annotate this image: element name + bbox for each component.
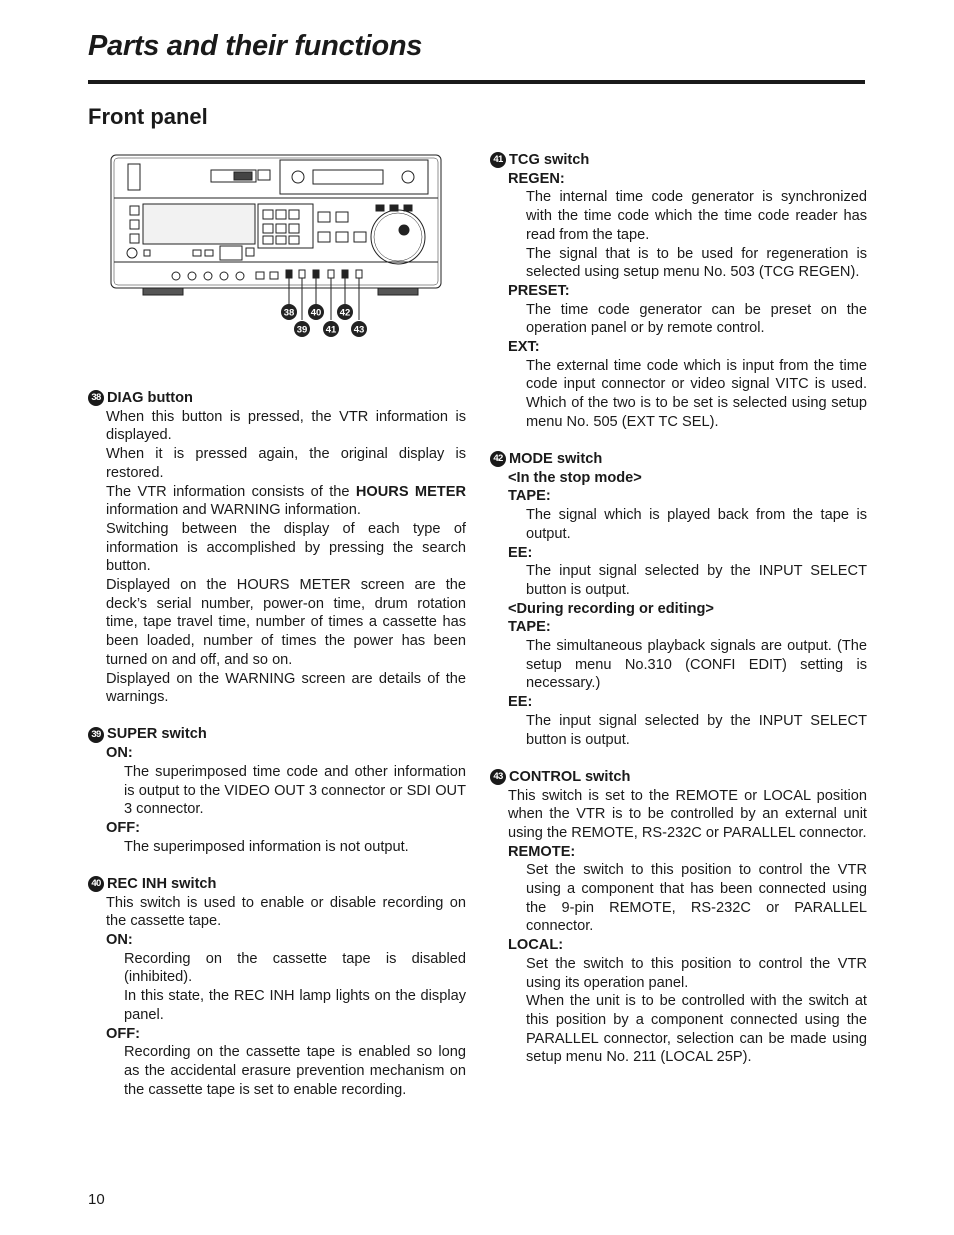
item-heading	[88, 875, 466, 894]
option-label: TAPE:	[508, 488, 551, 505]
callout-41-label: 41	[325, 324, 337, 336]
item-number-badge: 42	[490, 451, 506, 467]
item-mode-switch	[490, 450, 867, 749]
item-control-switch	[490, 768, 867, 1067]
paragraph	[106, 483, 466, 520]
paragraph: When this button is pressed, the VTR information is displayed.	[106, 408, 466, 444]
item-super-switch	[88, 725, 466, 856]
text-span: information and WARNING information.	[106, 502, 361, 519]
item-number-badge: 43	[490, 769, 506, 785]
item-tcg-switch	[490, 151, 867, 432]
option-label: ON:	[106, 745, 133, 762]
left-column	[88, 389, 466, 1118]
item-number-badge: 40	[88, 876, 104, 892]
option-label: ON:	[106, 931, 133, 948]
option-label: REMOTE:	[508, 843, 576, 860]
paragraph: When it is pressed again, the original display is restored.	[106, 446, 466, 481]
item-title: SUPER switch	[107, 726, 207, 743]
paragraph: The internal time code generator is synchronized with the time code which the time code reader has read from the tape.	[526, 189, 867, 243]
search-dial	[371, 210, 425, 264]
paragraph: The simultaneous playback signals are output. (The setup menu No.310 (CONFI EDIT) setting is necessary.)	[526, 638, 867, 692]
paragraph: The superimposed information is not output.	[124, 838, 409, 855]
item-number-badge: 41	[490, 152, 506, 168]
paragraph: The input signal selected by the INPUT SELECT button is output.	[526, 563, 867, 598]
section-title: Front panel	[88, 104, 208, 129]
title-rule	[88, 80, 865, 84]
paragraph: This switch is set to the REMOTE or LOCAL position when the VTR is to be controlled by an external unit using the REMOTE, RS-232C or PARALLEL connector.	[508, 787, 867, 841]
option-label: LOCAL:	[508, 937, 564, 954]
paragraph: This switch is used to enable or disable recording on the cassette tape.	[106, 894, 466, 930]
emphasis: HOURS METER	[355, 483, 466, 500]
option-label: REGEN:	[508, 170, 565, 187]
paragraph: The input signal selected by the INPUT SELECT button is output.	[526, 712, 867, 748]
paragraph: Displayed on the HOURS METER screen are the deck’s serial number, power-on time, drum rotation time, tape travel time, number of times a cassette has been loaded, number of times the power has been turned on and off, and so on.	[106, 577, 466, 668]
cassette-slot	[280, 160, 428, 194]
callout-40-label: 40	[310, 307, 322, 319]
item-number-badge: 39	[88, 727, 104, 743]
page-title: Parts and their functions	[88, 30, 423, 62]
item-title: DIAG button	[107, 390, 193, 406]
mode-switch	[342, 270, 348, 278]
item-heading	[88, 725, 466, 744]
display-window	[143, 204, 255, 244]
callout-42-label: 42	[339, 307, 351, 319]
paragraph: The signal which is played back from the tape is output.	[526, 507, 867, 542]
callout-38-label: 38	[283, 307, 295, 319]
phones-jack	[127, 248, 137, 258]
diag-button	[286, 270, 292, 278]
paragraph: The external time code which is input from the time code input connector or video signal VITC is used. Which of the two is to be set is selected using setup menu No. 505 (EXT TC SEL).	[526, 357, 867, 430]
mode-group-label: <During recording or editing>	[508, 600, 714, 617]
paragraph: Displayed on the WARNING screen are details of the warnings.	[106, 670, 466, 706]
item-heading	[490, 151, 867, 170]
item-heading	[88, 389, 466, 408]
paragraph: Recording on the cassette tape is disabled (inhibited).	[124, 950, 466, 986]
item-number-badge: 38	[88, 390, 104, 406]
panel-foot-right	[378, 288, 418, 295]
paragraph: The time code generator can be preset on the operation panel or by remote control.	[526, 301, 867, 337]
option-label: TAPE:	[508, 619, 551, 636]
item-title: REC INH switch	[107, 875, 217, 892]
front-panel-diagram	[108, 150, 448, 340]
paragraph: Set the switch to this position to control the VTR using its operation panel.	[526, 955, 867, 991]
page-number: 10	[88, 1191, 105, 1208]
mode-group-label: <In the stop mode>	[508, 469, 642, 486]
item-heading	[490, 450, 867, 469]
text-span: The VTR information consists of the	[106, 483, 356, 500]
option-label: PRESET:	[508, 282, 570, 299]
option-label: EE:	[508, 694, 533, 711]
paragraph: When the unit is to be controlled with the switch at this position by a component connected using the PARALLEL connector, selection can be made using setup menu No. 211 (LOCAL 25P).	[526, 993, 867, 1066]
option-label: OFF:	[106, 819, 141, 836]
callout-43-label: 43	[353, 324, 365, 336]
callout-39-label: 39	[296, 324, 308, 336]
super-switch	[299, 270, 305, 278]
tcg-switch	[328, 270, 334, 278]
paragraph: Recording on the cassette tape is enabled so long as the accidental erasure prevention mechanism on the cassette tape is set to enable recording.	[124, 1044, 466, 1098]
rec-inh-switch	[313, 270, 319, 278]
item-title: MODE switch	[509, 451, 603, 468]
item-rec-inh-switch	[88, 875, 466, 1099]
paragraph: Set the switch to this position to control the VTR using a component that has been connected using the 9-pin REMOTE, RS-232C or PARALLEL connector.	[526, 862, 867, 935]
option-label: OFF:	[106, 1025, 141, 1042]
item-title: TCG switch	[509, 152, 590, 168]
option-label: EE:	[508, 544, 533, 561]
paragraph: Switching between the display of each type of information is accomplished by pressing the search button.	[106, 520, 466, 575]
option-label: EXT:	[508, 339, 540, 356]
item-heading	[490, 768, 867, 787]
paragraph: The signal that is to be used for regeneration is selected using setup menu No. 503 (TCG REGEN).	[526, 245, 867, 281]
control-switch	[356, 270, 362, 278]
item-title: CONTROL switch	[509, 768, 631, 785]
paragraph: In this state, the REC INH lamp lights on the display panel.	[124, 988, 466, 1023]
right-column	[490, 151, 867, 1086]
paragraph: The superimposed time code and other information is output to the VIDEO OUT 3 connector or SDI OUT 3 connector.	[124, 763, 466, 818]
panel-foot-left	[143, 288, 183, 295]
power-switch	[128, 164, 140, 190]
item-diag-button	[88, 389, 466, 707]
